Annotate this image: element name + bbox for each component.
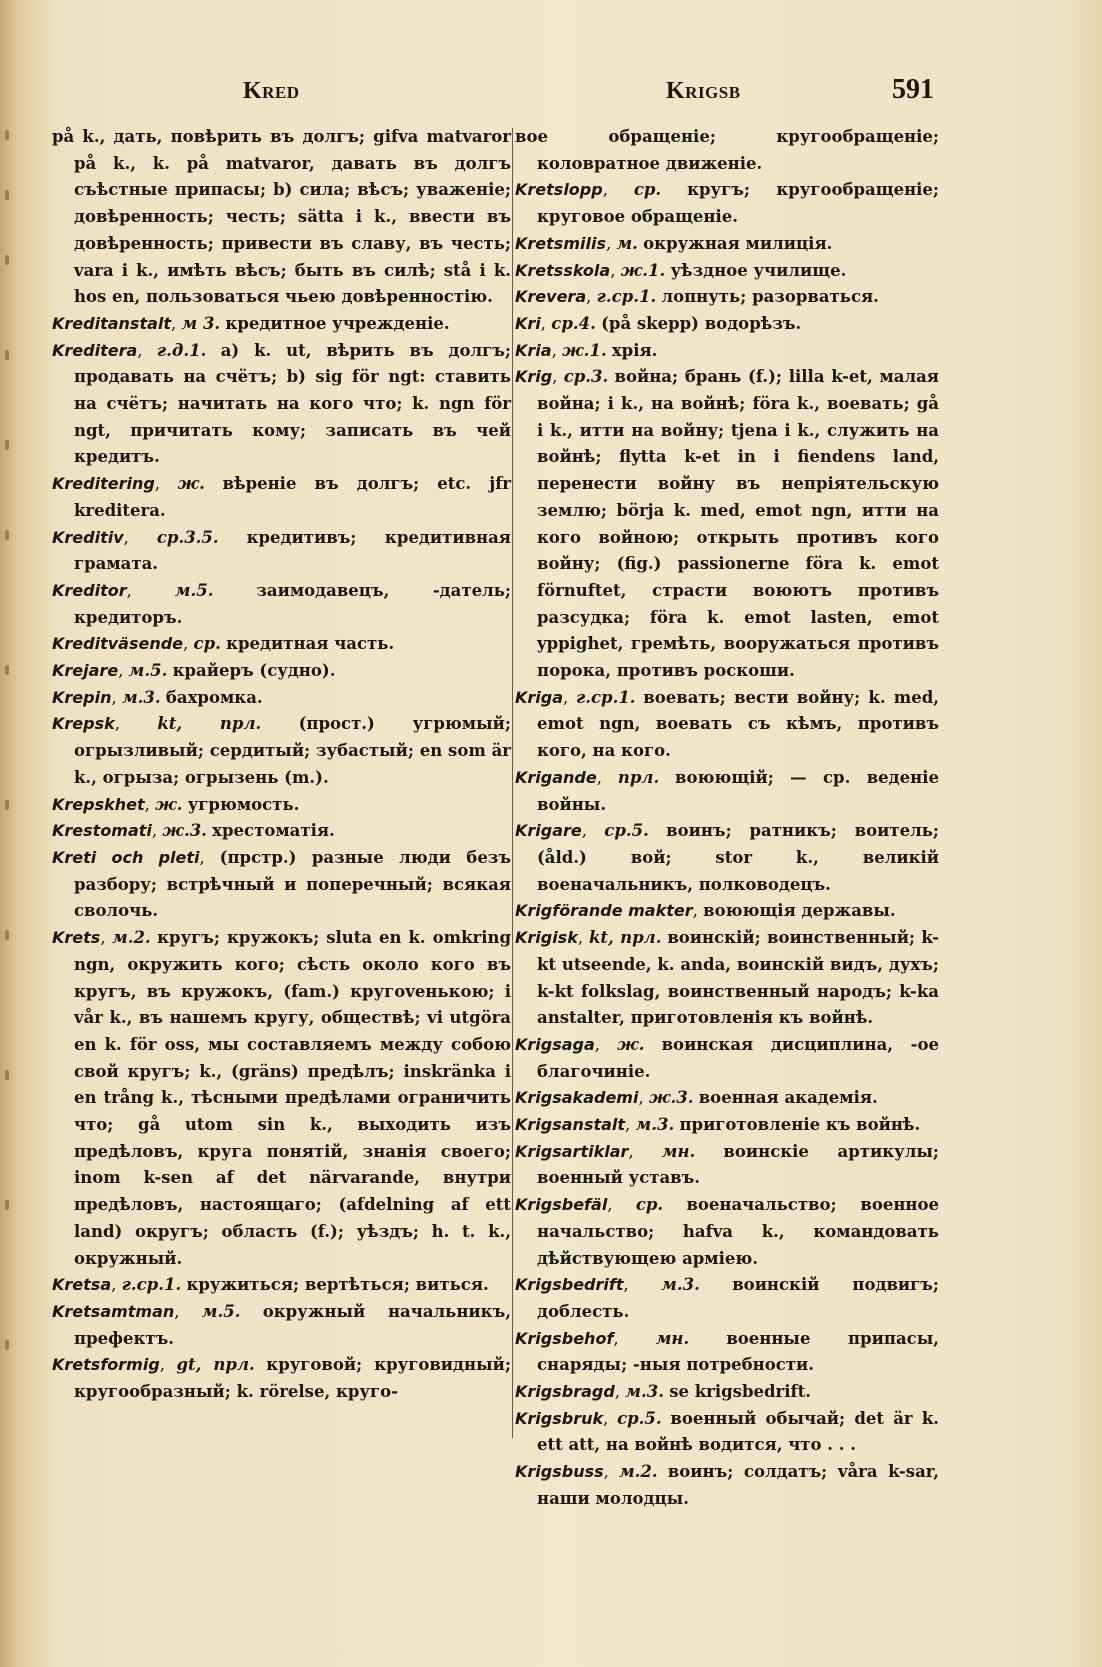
dictionary-entry: Kretsmilis, м. окружная милиція.	[515, 233, 833, 253]
dictionary-entry: Kreditera, г.д.1. a) k. ut, вѣрить въ долгъ; продавать на счётъ; b) sig för ngt: ставить на счётъ; начитать на кого что; k. ngn för ngt, причитать кому; записать въ чей кредитъ.	[52, 340, 511, 467]
entry-headword: Kreditanstalt	[52, 313, 172, 333]
entry-headword: Krigare	[515, 821, 582, 841]
dictionary-entry: Krigsakademi, ж.3. военная академія.	[515, 1088, 878, 1108]
dictionary-entry: Kreti och pleti, (прстр.) разные люди безъ разбору; встрѣчный и поперечный; всякая сволочь.	[52, 847, 511, 921]
entry-headword: Krepsk	[52, 714, 115, 734]
entry-headword: Krigsakademi	[515, 1088, 639, 1108]
entry-definition: крайеръ (судно).	[172, 661, 336, 681]
entry-grammar: ср.	[633, 180, 662, 200]
entry-grammar: м.5.	[174, 580, 214, 600]
entry-headword: Kretsformig	[52, 1355, 160, 1375]
dictionary-entry: Krigsbedrift, м.3. воинскій подвигъ; доблесть.	[515, 1275, 940, 1321]
entry-definition: кругъ; кругообращеніе; круговое обращеніе.	[537, 180, 939, 227]
entry-headword: Kretslopp	[515, 180, 603, 200]
entry-definition: хрестоматія.	[212, 821, 335, 841]
margin-mark	[5, 800, 9, 810]
dictionary-entry: Krejare, м.5. крайеръ (судно).	[52, 661, 336, 681]
dictionary-entry: Kretsa, г.ср.1. кружиться; вертѣться; виться.	[52, 1275, 489, 1295]
entry-definition: круговой; круговидный; кругообразный; k. rörelse, круго-	[74, 1355, 511, 1402]
entry-definition: se krigsbedrift.	[669, 1382, 811, 1402]
entry-grammar: ж.3.	[162, 821, 207, 841]
entry-headword: Kretsamtman	[52, 1301, 175, 1321]
entry-grammar: мн.	[655, 1328, 690, 1348]
dictionary-entry: Kretslopp, ср. кругъ; кругообращеніе; круговое обращеніе.	[515, 180, 939, 227]
page-header	[0, 72, 1102, 112]
entry-headword: Krig	[515, 367, 553, 387]
dictionary-entry: Krigsanstalt, м.3. приготовленіе къ войнѣ.	[515, 1115, 921, 1135]
binding-margin	[0, 110, 14, 1510]
dictionary-entry: Kriga, г.ср.1. воевать; вести войну; k. med, emot ngn, воевать съ кѣмъ, противъ кого, на кого.	[515, 687, 939, 761]
entry-headword: Krepin	[52, 687, 112, 707]
entry-headword: Krejare	[52, 661, 119, 681]
entry-definition: угрюмость.	[187, 794, 300, 814]
entry-definition: уѣздное училище.	[670, 260, 847, 280]
entry-definition: (прост.) угрюмый; огрызливый; сердитый; зубастый; en som är k., огрыза; огрызень (m.).	[74, 714, 511, 787]
dictionary-entry: Krigsbruk, ср.5. военный обычай; det är k. ett att, на войнѣ водится, что . . .	[515, 1408, 939, 1455]
entry-headword: Krevera	[515, 287, 587, 307]
entry-definition: лопнуть; разорваться.	[661, 287, 879, 307]
entry-definition: вое обращеніе; кругообращеніе; коловратное движеніе.	[515, 127, 939, 173]
dictionary-entry: Krigsartiklar, мн. воинскіе артикулы; военный уставъ.	[515, 1141, 939, 1188]
entry-headword: Kreditera	[52, 340, 138, 360]
dictionary-entry: Kretsskola, ж.1. уѣздное училище.	[515, 260, 847, 280]
entry-grammar: ср.5.	[604, 821, 649, 841]
entry-grammar: ср.4.	[551, 313, 596, 333]
entry-headword: Kretsa	[52, 1275, 112, 1295]
dictionary-entry: Kretsamtman, м.5. окружный начальникъ, префектъ.	[52, 1301, 511, 1348]
entry-grammar: м.5.	[128, 661, 168, 681]
entry-definition: бахромка.	[165, 687, 263, 707]
entry-headword: Krepskhet	[52, 794, 145, 814]
entry-definition: война; брань (f.); lilla k-et, малая война; i k., на войнѣ; föra k., воевать; gå i k., итти на войну; tjena i k., служить на войнѣ; flytta k-et in i fiendens land, перенести войну въ непріятельскую землю; börja k. med, emot ngn, итти на кого войною; открыть противъ кого войну; (fig.) passionerne föra k. emot förnuftet, страсти воюютъ противъ разсудка; föra k. emot lasten, emot yppighet, гремѣть, вооружаться противъ порока, противъ роскоши.	[537, 367, 939, 681]
margin-mark	[5, 1200, 9, 1210]
dictionary-entry: Kreditering, ж. вѣреніе въ долгъ; etc. jfr kreditera.	[52, 474, 512, 520]
entry-grammar: мн.	[661, 1141, 696, 1161]
entry-headword: Kria	[515, 340, 552, 360]
dictionary-entry: Krevera, г.ср.1. лопнуть; разорваться.	[515, 287, 879, 307]
entry-headword: Krigsbragd	[515, 1382, 615, 1402]
dictionary-entry	[515, 124, 939, 177]
margin-mark	[5, 350, 9, 360]
entry-grammar: г.ср.1.	[575, 687, 636, 707]
entry-grammar: gt, прл.	[176, 1355, 255, 1375]
entry-definition: военная академія.	[698, 1088, 878, 1108]
entry-headword: Krigsaga	[515, 1034, 595, 1054]
dictionary-entry: Krigförande makter, воюющія державы.	[515, 901, 896, 921]
entry-headword: Krigsbuss	[515, 1462, 604, 1482]
entry-definition: военачальство; военное начальство; hafva k., командовать дѣйствующею арміею.	[537, 1195, 940, 1268]
entry-definition: воинскій подвигъ; доблесть.	[537, 1275, 940, 1321]
dictionary-entry: Krigsbefäl, ср. военачальство; военное начальство; hafva k., командовать дѣйствующею арміею.	[515, 1195, 940, 1268]
entry-grammar: kt, прл.	[157, 714, 262, 734]
dictionary-entry: Krigande, прл. воюющій; — ср. веденіе войны.	[515, 767, 939, 814]
entry-definition: воюющія державы.	[703, 901, 896, 921]
margin-mark	[5, 930, 9, 940]
dictionary-entry: Krepin, м.3. бахромка.	[52, 687, 263, 707]
entry-grammar: ж.3.	[648, 1088, 694, 1108]
entry-definition: военный обычай; det är k. ett att, на войнѣ водится, что . . .	[537, 1408, 939, 1455]
entry-definition: окружная милиція.	[643, 233, 833, 253]
entry-definition: (på skepp) водорѣзъ.	[601, 313, 802, 333]
entry-grammar: м.2.	[619, 1462, 658, 1482]
dictionary-entry: Krepsk, kt, прл. (прост.) угрюмый; огрызливый; сердитый; зубастый; en som är k., огрыза; огрызень (m.).	[52, 714, 511, 787]
entry-headword: Krigande	[515, 767, 597, 787]
entry-grammar: м.5.	[201, 1301, 241, 1321]
entry-headword: Kretsmilis	[515, 233, 606, 253]
header-left-guide-word: Kred	[243, 78, 300, 104]
entry-headword: Kretsskola	[515, 260, 611, 280]
entry-headword: Krigförande makter	[515, 901, 693, 921]
entry-grammar: г.ср.1.	[121, 1275, 182, 1295]
entry-headword: Krigsanstalt	[515, 1115, 626, 1135]
dictionary-entry: Kreditiv, ср.3.5. кредитивъ; кредитивная грамата.	[52, 527, 511, 574]
entry-definition: военные припасы, снаряды; -ныя потребности.	[537, 1328, 940, 1375]
entry-headword: Kreti och pleti	[52, 847, 200, 867]
dictionary-entry: Kri, ср.4. (på skepp) водорѣзъ.	[515, 313, 802, 333]
entry-definition: окружный начальникъ, префектъ.	[74, 1301, 511, 1348]
entry-grammar: м.3.	[661, 1275, 700, 1295]
dictionary-entry: Kria, ж.1. хрія.	[515, 340, 658, 360]
entry-definition: кредитивъ; кредитивная грамата.	[74, 527, 511, 574]
dictionary-entry: Krigsaga, ж. воинская дисциплина, -ое благочиніе.	[515, 1034, 939, 1081]
dictionary-entry: Krigisk, kt, прл. воинскій; воинственный; k-kt utseende, k. anda, воинскій видъ, духъ; k-kt folkslag, воинственный народъ; k-ka anstalter, приготовленія къ войнѣ.	[515, 928, 939, 1028]
entry-grammar: г.ср.1.	[596, 287, 657, 307]
dictionary-entry: Krigsbragd, м.3. se krigsbedrift.	[515, 1382, 811, 1402]
entry-headword: Krigsbehof	[515, 1328, 614, 1348]
entry-definition: воинскіе артикулы; военный уставъ.	[537, 1141, 939, 1188]
margin-mark	[5, 1070, 9, 1080]
entry-headword: Kreditor	[52, 580, 127, 600]
entry-definition: på k., дать, повѣрить въ долгъ; gifva matvaror på k., k. på matvaror, давать въ долгъ съѣстные припасы; b) сила; вѣсъ; уваженіе; довѣренность; честь; sätta i k., ввести въ довѣренность; привести въ славу, въ честь; vara i k., имѣть вѣсъ; быть въ силѣ; stå i k. hos en, пользоваться чьею довѣренностію.	[52, 127, 511, 307]
entry-grammar: м.3.	[625, 1382, 664, 1402]
entry-grammar: ср.	[193, 634, 221, 654]
entry-grammar: ср.5.	[617, 1408, 662, 1428]
entry-grammar: прл.	[617, 767, 660, 787]
entry-grammar: м.2.	[112, 928, 151, 948]
entry-definition: воинъ; ратникъ; воитель; (åld.) вой; stor k., великій военачальникъ, полководецъ.	[537, 821, 940, 894]
margin-mark	[5, 190, 9, 200]
margin-mark	[5, 530, 9, 540]
dictionary-entry	[52, 124, 511, 311]
dictionary-entry: Kreditanstalt, м 3. кредитное учрежденіе.	[52, 313, 450, 333]
column-divider	[512, 128, 513, 1438]
entry-definition: кружиться; вертѣться; виться.	[186, 1275, 489, 1295]
entry-headword: Krigsbedrift	[515, 1275, 624, 1295]
entry-grammar: м.	[616, 233, 638, 253]
left-column	[52, 124, 511, 1406]
entry-headword: Kri	[515, 313, 541, 333]
entry-definition: кредитная часть.	[226, 634, 395, 654]
entry-headword: Kreditväsende	[52, 634, 184, 654]
dictionary-entry: Krets, м.2. кругъ; кружокъ; sluta en k. omkring ngn, окружить кого; сѣсть около кого въ кругъ, въ кружокъ, (fam.) кругovенькою; i vår k., въ нашемъ кругу, обществѣ; vi utgöra en k. för oss, мы составляемъ между собою свой кругъ; k., (gräns) предѣлъ; inskränka i en trång k., тѣсными предѣлами ограничить что; gå utom sin k., выходить изъ предѣловъ, круга понятій, знанія своего; inom k-sen af det närvarande, внутри предѣловъ, настоящаго; (afdelning af ett land) округъ; область (f.); уѣздъ; h. t. k., окружный.	[52, 928, 511, 1268]
entry-grammar: м.3.	[635, 1115, 675, 1135]
dictionary-entry: Kreditor, м.5. заимодавецъ, -датель; кредиторъ.	[52, 580, 511, 627]
dictionary-entry: Krestomati, ж.3. хрестоматія.	[52, 821, 335, 841]
dictionary-entry: Krigsbehof, мн. военные припасы, снаряды; -ныя потребности.	[515, 1328, 940, 1375]
entry-definition: (прстр.) разные люди безъ разбору; встрѣчный и поперечный; всякая сволочь.	[74, 847, 511, 921]
entry-definition: воинская дисциплина, -ое благочиніе.	[537, 1034, 939, 1081]
dictionary-entry: Krepskhet, ж. угрюмость.	[52, 794, 300, 814]
entry-grammar: ж.	[177, 474, 205, 494]
entry-grammar: ср.	[635, 1195, 664, 1215]
dictionary-entry: Krigsbuss, м.2. воинъ; солдатъ; våra k-sar, наши молодцы.	[515, 1462, 939, 1508]
dictionary-entry: Krigare, ср.5. воинъ; ратникъ; воитель; (åld.) вой; stor k., великій военачальникъ, полководецъ.	[515, 821, 940, 894]
entry-definition: воинъ; солдатъ; våra k-sar, наши молодцы.	[537, 1462, 939, 1508]
entry-headword: Krestomati	[52, 821, 152, 841]
entry-headword: Kreditering	[52, 474, 155, 494]
entry-headword: Krigsartiklar	[515, 1141, 629, 1161]
entry-grammar: м 3.	[181, 313, 221, 333]
entry-definition: приготовленіе къ войнѣ.	[679, 1115, 921, 1135]
dictionary-entry: Kretsformig, gt, прл. круговой; круговидный; кругообразный; k. rörelse, круго-	[52, 1355, 511, 1402]
page-number: 591	[892, 74, 934, 105]
entry-grammar: ж.1.	[562, 340, 607, 360]
entry-grammar: ж.	[155, 794, 183, 814]
entry-headword: Krets	[52, 928, 101, 948]
entry-definition: заимодавецъ, -датель; кредиторъ.	[74, 580, 511, 627]
entry-headword: Krigsbefäl	[515, 1195, 608, 1215]
header-right-guide-word: Krigsb	[666, 78, 741, 104]
entry-grammar: ж.	[617, 1034, 645, 1054]
margin-mark	[5, 1340, 9, 1350]
entry-headword: Kreditiv	[52, 527, 124, 547]
entry-definition: a) k. ut, вѣрить въ долгъ; продавать на счётъ; b) sig för ngt: ставить на счётъ; начитать на кого что; k. ngn för ngt, причитать кому; записать въ чей кредитъ.	[74, 340, 511, 467]
entry-definition: кругъ; кружокъ; sluta en k. omkring ngn, окружить кого; сѣсть около кого въ кругъ, въ кружокъ, (fam.) кругovенькою; i vår k., въ нашемъ кругу, обществѣ; vi utgöra en k. för oss, мы составляемъ между собою свой кругъ; k., (gräns) предѣлъ; inskränka i en trång k., тѣсными предѣлами ограничить что; gå utom sin k., выходить изъ предѣловъ, круга понятій, знанія своего; inom k-sen af det närvarande, внутри предѣловъ, настоящаго; (afdelning af ett land) округъ; область (f.); уѣздъ; h. t. k., окружный.	[74, 928, 511, 1268]
margin-mark	[5, 255, 9, 265]
margin-mark	[5, 130, 9, 140]
entry-grammar: г.д.1.	[156, 340, 207, 360]
entry-grammar: м.3.	[121, 687, 161, 707]
margin-mark	[5, 440, 9, 450]
entry-grammar: ср.3.5.	[156, 527, 219, 547]
entry-definition: вѣреніе въ долгъ; etc. jfr kreditera.	[74, 474, 512, 520]
entry-definition: воинскій; воинственный; k-kt utseende, k. anda, воинскій видъ, духъ; k-kt folkslag, воинственный народъ; k-ka anstalter, приготовленія къ войнѣ.	[537, 928, 939, 1028]
entry-definition: воевать; вести войну; k. med, emot ngn, воевать съ кѣмъ, противъ кого, на кого.	[537, 687, 939, 761]
entry-grammar: kt, прл.	[588, 928, 662, 948]
entry-definition: хрія.	[611, 340, 658, 360]
dictionary-entry: Krig, ср.3. война; брань (f.); lilla k-et, малая война; i k., на войнѣ; föra k., воевать; gå i k., итти на войну; tjena i k., служить на войнѣ; flytta k-et in i fiendens land, перенести войну въ непріятельскую землю; börja k. med, emot ngn, итти на кого войною; открыть противъ кого войну; (fig.) passionerne föra k. emot förnuftet, страсти воюютъ противъ разсудка; föra k. emot lasten, emot yppighet, гремѣть, вооружаться противъ порока, противъ роскоши.	[515, 367, 939, 681]
entry-headword: Kriga	[515, 687, 564, 707]
margin-mark	[5, 665, 9, 675]
right-column	[515, 124, 939, 1513]
entry-headword: Krigsbruk	[515, 1408, 604, 1428]
entry-grammar: ср.3.	[563, 367, 609, 387]
entry-definition: кредитное учрежденіе.	[225, 313, 450, 333]
entry-headword: Krigisk	[515, 928, 578, 948]
entry-grammar: ж.1.	[620, 260, 666, 280]
dictionary-entry: Kreditväsende, ср. кредитная часть.	[52, 634, 395, 654]
entry-definition: воюющій; — ср. веденіе войны.	[537, 767, 939, 814]
